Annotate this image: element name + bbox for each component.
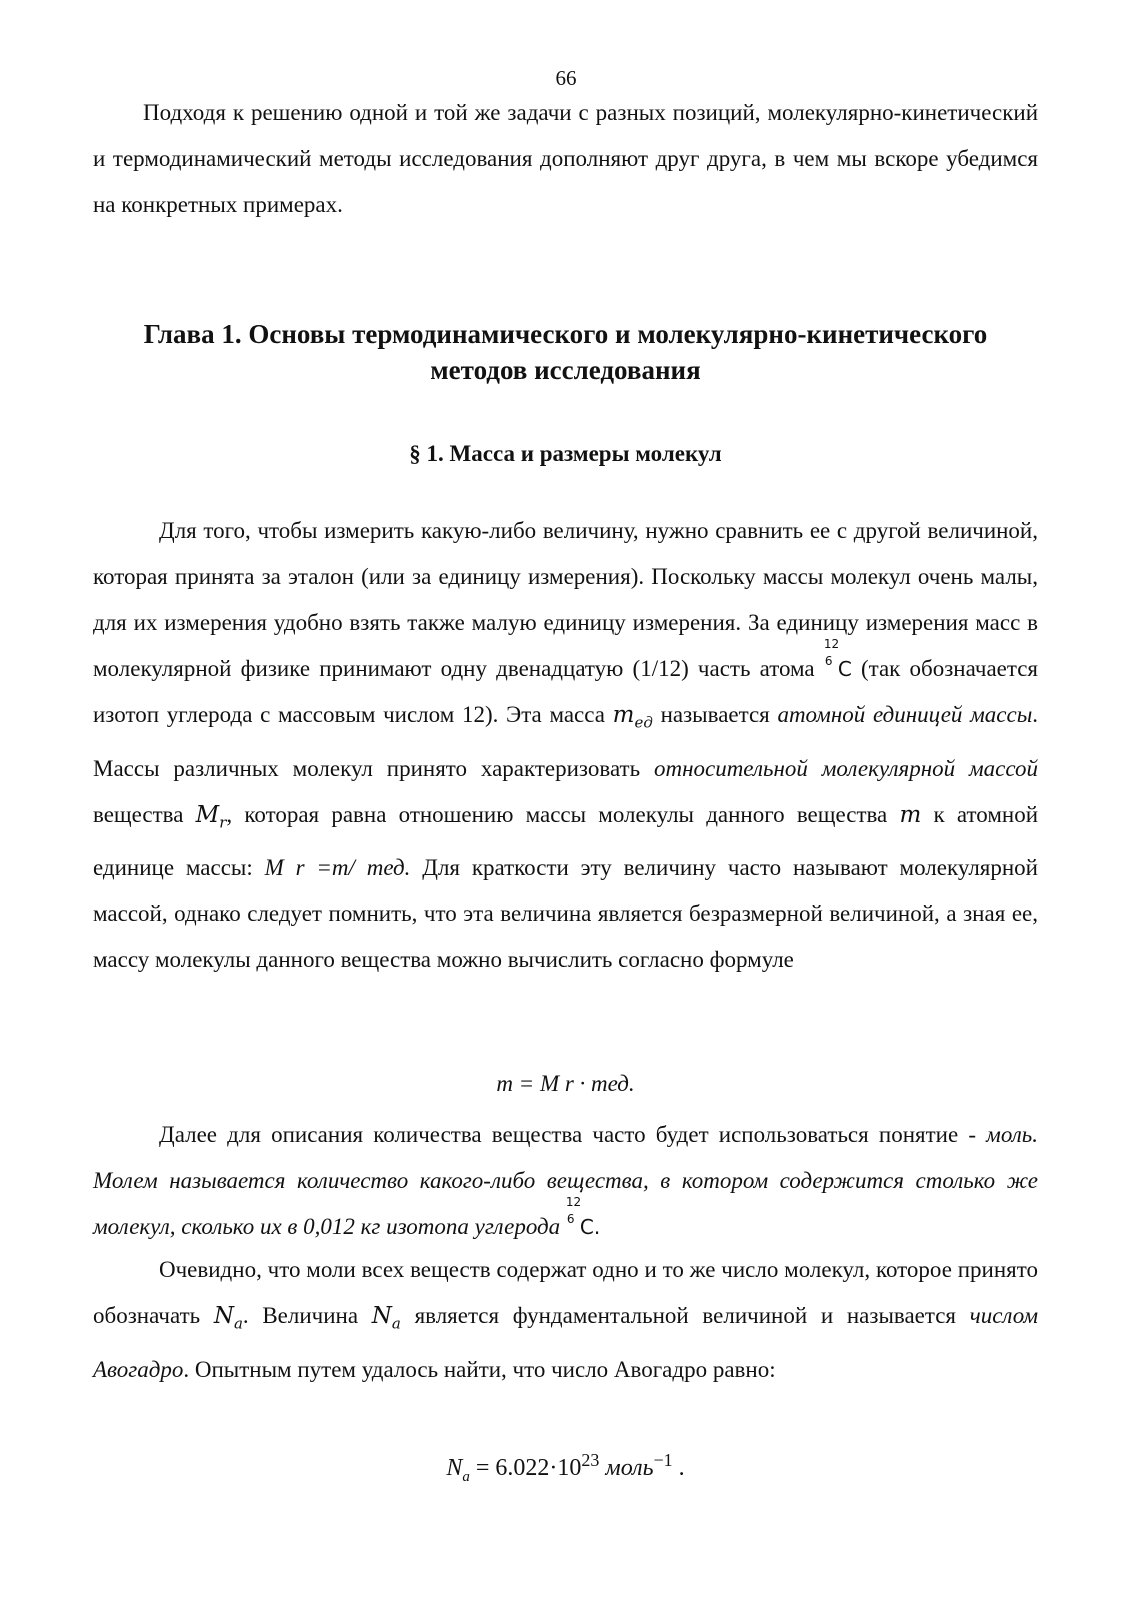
term-atomic-mass-unit: атомной единицей массы: [777, 702, 1033, 727]
p1-s3: называется: [660, 702, 770, 727]
p3-s2: . Величина: [242, 1303, 359, 1328]
avogadro-unit-exponent: −1: [653, 1450, 673, 1470]
p1-s2: (так обозначается изотоп углерода с массовым числом 12). Эта масса: [93, 656, 1038, 727]
p3-s4: . Опытным путем удалось найти, что число Авогадро равно:: [183, 1356, 776, 1382]
ratio-formula: M r =m/ mед.: [264, 855, 411, 881]
avogadro-formula: [93, 1440, 1038, 1497]
m-unit-symbol: $m_{ед}$: [612, 702, 653, 732]
section-title: § 1. Масса и размеры молекул: [409, 441, 722, 466]
p3-s1: Очевидно, что моли всех веществ содержат одно и то же число молекул, которое принято обозначать: [93, 1257, 1038, 1328]
carbon-isotope-symbol: 12 6 C: [823, 637, 852, 681]
avogadro-end: .: [672, 1455, 685, 1481]
paragraph-mole: [93, 1112, 1038, 1250]
na-symbol-2: $N_a$: [371, 1303, 401, 1333]
term-avogadro-number: числом Авогадро: [93, 1303, 1039, 1382]
paragraph-atomic-mass-unit: [93, 508, 1038, 983]
carbon-isotope-symbol-2: 12 6 C.: [565, 1195, 601, 1239]
term-mole: моль.: [986, 1122, 1039, 1147]
intro-paragraph: [93, 90, 1038, 228]
intro-text: Подходя к решению одной и той же задачи с разных позиций, молекулярно-кинетический и термодинамический методы исследования дополняют друг друга, в чем мы вскоре убедимся на конкретных примерах.: [93, 100, 1038, 217]
m-symbol: m: [899, 801, 922, 828]
p3-s3: является фундаментальной величиной и называется: [414, 1303, 957, 1328]
p1-s4: . Массы различных молекул принято характеризовать: [93, 702, 1039, 781]
p1-s1: Для того, чтобы измерить какую-либо величину, нужно сравнить ее с другой величиной, которая принята за эталон (или за единицу измерения). Поскольку массы молекул очень малы, для их измерения удобно взять также малую единицу измерения. За единицу измерения масс в молекулярной физике принимают одну двенадцатую (1/12) часть атома: [93, 518, 1038, 681]
p2-s1: Далее для описания количества вещества часто будет использоваться понятие -: [159, 1122, 976, 1147]
mr-symbol: $M_r$: [195, 801, 227, 832]
mole-definition: Молем называется количество какого-либо вещества, в котором содержится столько же молекул, сколько их в 0,012 кг изотопа углерода: [93, 1168, 1038, 1239]
na-symbol: $N_a$: [213, 1303, 243, 1333]
avogadro-exponent: 23: [581, 1450, 600, 1470]
page-number: 66: [555, 66, 577, 90]
avogadro-unit: моль: [599, 1455, 654, 1481]
p1-s5: вещества: [93, 801, 184, 827]
molecule-mass-formula: m = M r · mед.: [496, 1071, 635, 1096]
p1-s6: , которая равна отношению массы молекулы данного вещества: [226, 801, 888, 827]
p1-s8: Для краткости эту величину часто называют молекулярной массой, однако следует помнить, что эта величина является безразмерной величиной, а зная ее, массу молекулы данного вещества можно вычислить согласно формуле: [93, 855, 1038, 973]
p1-s7: к атомной единице массы:: [93, 801, 1039, 881]
term-relative-molecular-mass: относительной молекулярной массой: [653, 755, 1038, 781]
chapter-title: Глава 1. Основы термодинамического и молекулярно-кинетического методов исследования: [143, 319, 988, 385]
paragraph-avogadro: [93, 1247, 1038, 1393]
avogadro-lhs: $N_a$: [446, 1455, 470, 1485]
avogadro-value: = 6.022·10: [469, 1455, 582, 1481]
